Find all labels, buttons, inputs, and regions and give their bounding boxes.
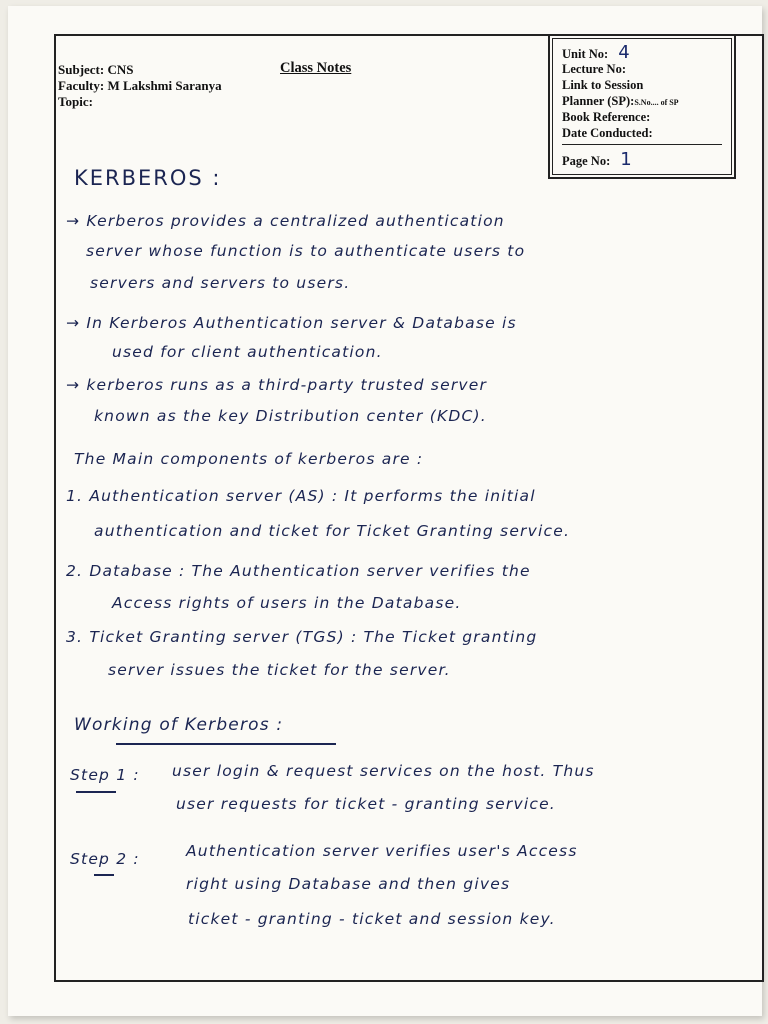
subject-label: Subject: CNS: [58, 62, 134, 77]
planner-row: [562, 94, 679, 109]
note-line: The Main components of kerberos are :: [74, 450, 424, 468]
page-title: Class Notes: [280, 60, 352, 76]
note-line: known as the key Distribution center (KDC).: [94, 407, 487, 425]
note-line: servers and servers to users.: [90, 274, 351, 292]
page-no-value: 1: [620, 149, 632, 170]
planner-small-label: S.No.... of SP: [634, 98, 679, 107]
note-line: 2. Database : The Authentication server verifies the: [66, 562, 531, 580]
note-line: server whose function is to authenticate users to: [86, 242, 526, 260]
page-no-label: Page No:: [562, 154, 611, 168]
step-label-underline: [76, 791, 116, 793]
note-line: 3. Ticket Granting server (TGS) : The Ticket granting: [66, 628, 538, 646]
planner-label: Planner (SP):: [562, 94, 635, 108]
header-info: [58, 62, 222, 110]
notes-title: KERBEROS :: [74, 166, 222, 190]
date-conducted-label: Date Conducted:: [562, 126, 653, 140]
unit-no-row: [562, 42, 630, 63]
link-label: Link to Session: [562, 78, 644, 92]
topic-label: Topic:: [58, 94, 93, 109]
note-line: used for client authentication.: [112, 343, 383, 361]
step-line: ticket - granting - ticket and session key.: [188, 910, 556, 928]
step-line: user requests for ticket - granting service.: [176, 795, 556, 813]
step-label-underline: [94, 874, 114, 876]
book-ref-label: Book Reference:: [562, 110, 651, 124]
note-line: authentication and ticket for Ticket Granting service.: [94, 522, 571, 540]
lecture-no-label: Lecture No:: [562, 62, 626, 76]
step-line: right using Database and then gives: [186, 875, 511, 893]
note-line: → In Kerberos Authentication server & Database is: [66, 314, 517, 332]
unit-info-box: [548, 34, 736, 179]
unit-no-value: 4: [618, 42, 630, 63]
working-title: Working of Kerberos :: [74, 715, 284, 735]
step-label: Step 1 :: [70, 766, 140, 784]
step-line: user login & request services on the host. Thus: [172, 762, 595, 780]
step-label: Step 2 :: [70, 850, 140, 868]
unit-no-label: Unit No:: [562, 47, 609, 61]
page-no-row: [562, 149, 632, 170]
note-line: → kerberos runs as a third-party trusted server: [66, 376, 488, 394]
unit-box-rule: [562, 144, 722, 145]
note-line: 1. Authentication server (AS) : It performs the initial: [66, 487, 536, 505]
working-title-underline: [116, 743, 336, 745]
note-line: Access rights of users in the Database.: [112, 594, 462, 612]
step-line: Authentication server verifies user's Access: [186, 842, 578, 860]
note-line: server issues the ticket for the server.: [108, 661, 451, 679]
note-line: → Kerberos provides a centralized authentication: [66, 212, 505, 230]
faculty-label: Faculty: M Lakshmi Saranya: [58, 78, 222, 93]
